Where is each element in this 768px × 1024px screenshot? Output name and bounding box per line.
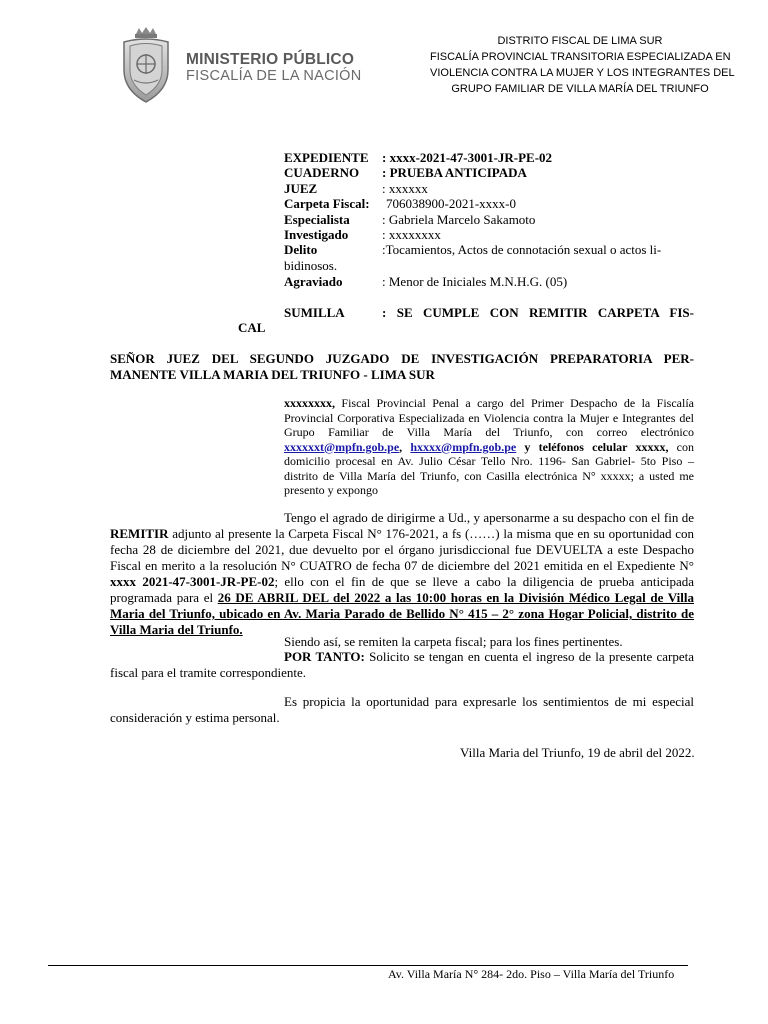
main-text-a: Tengo el agrado de dirigirme a Ud., y apersonarme a su despacho con el fin de <box>284 510 694 525</box>
delito-value: :Tocamientos, Actos de connotación sexual o actos li- <box>382 242 662 257</box>
sumilla-value: : SE CUMPLE CON REMITIR CARPETA FIS- <box>382 305 694 320</box>
intro-paragraph <box>284 396 694 498</box>
delito-value-cont: bidinosos. <box>284 258 338 273</box>
sumilla-value-cont: CAL <box>238 320 266 335</box>
sumilla-label: SUMILLA <box>284 305 345 320</box>
delito-label: Delito <box>284 242 318 257</box>
header-line-1: DISTRITO FISCAL DE LIMA SUR <box>497 35 663 47</box>
email-link-1[interactable]: xxxxxxt@mpfn.gob.pe <box>284 439 400 454</box>
addressee-line-2: MANENTE VILLA MARIA DEL TRIUNFO - LIMA SUR <box>110 367 435 382</box>
juez-label: JUEZ <box>284 181 318 196</box>
carpeta-value: 706038900-2021-xxxx-0 <box>386 196 516 211</box>
especialista-label: Especialista <box>284 212 350 227</box>
especialista-value: : Gabriela Marcelo Sakamoto <box>382 212 536 227</box>
hearing-date-text: 26 DE ABRIL DEL del 2022 a las 10:00 horas en la División Médico Legal de Villa Maria del Triunfo, ubicado en Av. Maria Parado de Bellido N° 415 – 2° zona Hogar Policial, distrito de Villa Maria del Triunfo. <box>110 590 694 637</box>
agraviado-value: : Menor de Iniciales M.N.H.G. (05) <box>382 274 568 289</box>
expediente-ref: xxxx 2021-47-3001-JR-PE-02 <box>110 574 275 589</box>
ministerio-publico-seal <box>116 26 176 104</box>
footer-divider <box>48 965 688 966</box>
cuaderno-label: CUADERNO <box>284 165 360 180</box>
expediente-label: EXPEDIENTE <box>284 150 369 165</box>
investigado-label: Investigado <box>284 227 349 242</box>
por-tanto-paragraph <box>110 649 694 681</box>
prosecutor-name: xxxxxxxx, <box>284 396 335 410</box>
cuaderno-value: : PRUEBA ANTICIPADA <box>382 165 527 180</box>
expediente-value: : xxxx-2021-47-3001-JR-PE-02 <box>382 150 553 165</box>
remit-statement: Siendo así, se remiten la carpeta fiscal; para los fines pertinentes. <box>284 634 623 649</box>
main-paragraph <box>110 510 694 638</box>
intro-text-1: Fiscal Provincial Penal a cargo del Primer Despacho de la Fiscalía Provincial Corporativa Especializada en Violencia contra la Mujer e Integrantes del Grupo Familiar de Villa María del Triunfo, con correo electrónico <box>284 396 694 439</box>
por-tanto-label: POR TANTO: <box>284 649 365 664</box>
investigado-value: : xxxxxxxx <box>382 227 441 242</box>
logo-subtitle: FISCALÍA DE LA NACIÓN <box>186 68 362 84</box>
carpeta-label: Carpeta Fiscal: <box>284 196 370 211</box>
phones-text: y teléfonos celular xxxxx, <box>516 439 669 454</box>
por-tanto-text: Solicito se tengan en cuenta el ingreso de la presente carpeta fiscal para el tramite correspondiente. <box>110 649 694 680</box>
case-metadata <box>0 150 768 335</box>
header-line-2: FISCALÍA PROVINCIAL TRANSITORIA ESPECIALIZADA EN <box>430 51 731 63</box>
email-link-2[interactable]: hxxxx@mpfn.gob.pe <box>410 439 517 454</box>
agraviado-label: Agraviado <box>284 274 343 289</box>
date-line: Villa Maria del Triunfo, 19 de abril del 2022. <box>460 745 695 760</box>
header-line-4: GRUPO FAMILIAR DE VILLA MARÍA DEL TRIUNFO <box>451 83 709 95</box>
addressee-line-1: SEÑOR JUEZ DEL SEGUNDO JUZGADO DE INVESTIGACIÓN PREPARATORIA PER- <box>110 351 694 366</box>
juez-value: : xxxxxx <box>382 181 428 196</box>
email-separator: , <box>399 439 411 454</box>
main-text-b: adjunto al presente la Carpeta Fiscal N° 176-2021, a fs (……) la misma que en su oportunidad con fecha 28 de diciembre del 2021, due devuelto por el órgano jurisdiccional fue DEVUELTA a este Despacho Fiscal en merito a la resolución N° CUATRO de fecha 07 de diciembre del 2021 emitida en el Expediente N° <box>110 526 694 573</box>
intro-text-2: con domicilio procesal en Av. Julio César Tello Nro. 1196- San Gabriel- 5to Piso – distrito de Villa María del Triunfo, con Casilla electrónica N° xxxxx; a usted me presento y expongo <box>284 439 694 497</box>
logo-title: MINISTERIO PÚBLICO <box>186 51 355 68</box>
main-text-c: ; ello con el fin de que se lleve a cabo la diligencia de prueba anticipada programada para el <box>110 574 694 605</box>
closing-paragraph: Es propicia la oportunidad para expresarle los sentimientos de mi especial consideración y estima personal. <box>110 694 694 725</box>
footer-address: Av. Villa María N° 284- 2do. Piso – Villa María del Triunfo <box>388 967 675 981</box>
header-line-3: VIOLENCIA CONTRA LA MUJER Y LOS INTEGRANTES DEL <box>430 67 735 79</box>
remitir-text: REMITIR <box>110 526 169 541</box>
